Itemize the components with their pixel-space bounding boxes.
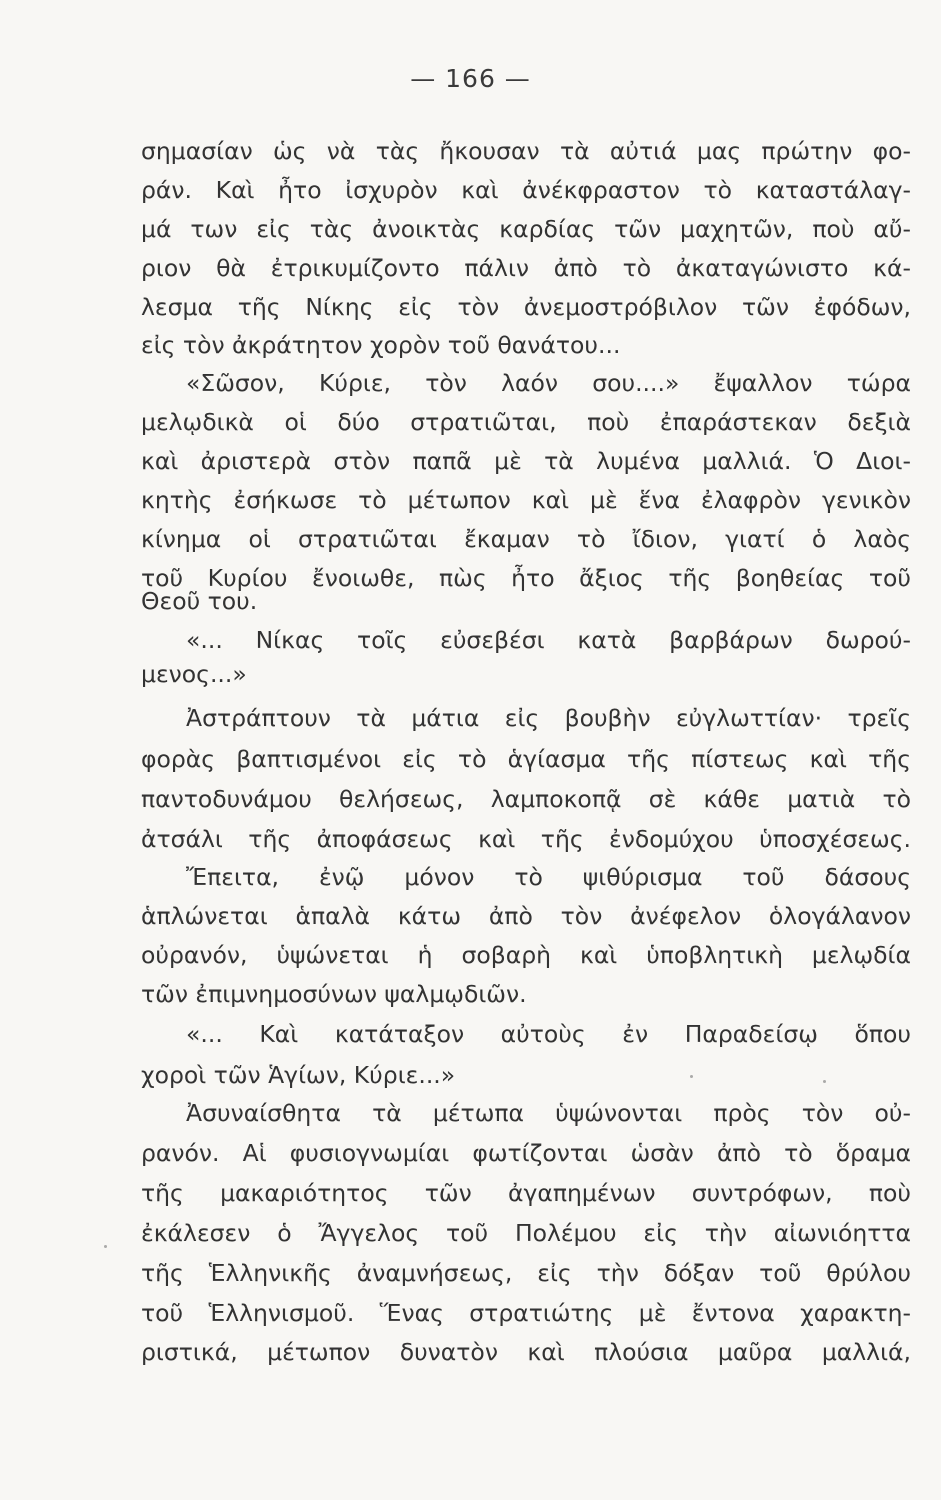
- text-line: ράν. Καὶ ἦτο ἰσχυρὸν καὶ ἀνέκφραστον τὸ καταστάλαγ-: [141, 176, 911, 204]
- text-line: λεσμα τῆς Νίκης εἰς τὸν ἀνεμοστρόβιλον τῶν ἐφόδων,: [141, 293, 911, 321]
- text-line: τῆς μακαριότητος τῶν ἀγαπημένων συντρόφων, ποὺ: [141, 1179, 911, 1207]
- paper-speck: [823, 1080, 826, 1083]
- text-line: μενος...»: [141, 660, 247, 688]
- text-line: σημασίαν ὡς νὰ τὰς ἤκουσαν τὰ αὐτιά μας πρώτην φο-: [141, 137, 911, 165]
- text-line: καὶ ἀριστερὰ στὸν παπᾶ μὲ τὰ λυμένα μαλλιά. Ὁ Διοι-: [141, 447, 911, 475]
- text-line: τῶν ἐπιμνημοσύνων ψαλμῳδιῶν.: [141, 980, 527, 1008]
- text-line: κίνημα οἱ στρατιῶται ἔκαμαν τὸ ἴδιον, γιατί ὁ λαὸς: [141, 525, 911, 553]
- text-line: «... Νίκας τοῖς εὐσεβέσι κατὰ βαρβάρων δωρού-: [186, 626, 911, 654]
- text-line: Ἀστράπτουν τὰ μάτια εἰς βουβὴν εὐγλωττίαν· τρεῖς: [186, 704, 911, 732]
- text-line: φορὰς βαπτισμένοι εἰς τὸ ἁγίασμα τῆς πίστεως καὶ τῆς: [141, 745, 911, 773]
- text-line: ἀτσάλι τῆς ἀποφάσεως καὶ τῆς ἐνδομύχου ὑποσχέσεως.: [141, 825, 911, 853]
- paper-speck: [104, 1245, 107, 1248]
- text-line: Θεοῦ του.: [141, 587, 258, 615]
- text-line: ἁπλώνεται ἁπαλὰ κάτω ἀπὸ τὸν ἀνέφελον ὁλογάλανον: [141, 902, 911, 930]
- text-line: Ἔπειτα, ἐνῷ μόνον τὸ ψιθύρισμα τοῦ δάσους: [186, 863, 911, 891]
- text-line: τοῦ Κυρίου ἔνοιωθε, πὼς ἦτο ἄξιος τῆς βοηθείας τοῦ: [141, 564, 911, 592]
- text-line: ἐκάλεσεν ὁ Ἄγγελος τοῦ Πολέμου εἰς τὴν αἰωνιόηττα: [141, 1219, 911, 1247]
- text-line: κητὴς ἐσήκωσε τὸ μέτωπον καὶ μὲ ἕνα ἐλαφρὸν γενικὸν: [141, 486, 911, 514]
- text-line: «Σῶσον, Κύριε, τὸν λαόν σου....» ἔψαλλον τώρα: [186, 369, 911, 397]
- text-line: μά των εἰς τὰς ἀνοικτὰς καρδίας τῶν μαχητῶν, ποὺ αὔ-: [141, 215, 911, 243]
- text-line: «... Καὶ κατάταξον αὐτοὺς ἐν Παραδείσῳ ὅπου: [186, 1020, 911, 1048]
- text-line: μελῳδικὰ οἱ δύο στρατιῶται, ποὺ ἐπαράστεκαν δεξιὰ: [141, 408, 911, 436]
- text-line: ρανόν. Αἱ φυσιογνωμίαι φωτίζονται ὡσὰν ἀπὸ τὸ ὅραμα: [141, 1139, 911, 1167]
- text-line: εἰς τὸν ἀκράτητον χορὸν τοῦ θανάτου...: [141, 331, 621, 359]
- paper-speck: [690, 1075, 693, 1078]
- text-line: χοροὶ τῶν Ἁγίων, Κύριε...»: [141, 1061, 456, 1089]
- text-line: Ἀσυναίσθητα τὰ μέτωπα ὑψώνονται πρὸς τὸν οὐ-: [186, 1099, 911, 1127]
- page-number: — 166 —: [410, 64, 531, 93]
- text-line: οὐρανόν, ὑψώνεται ἡ σοβαρὴ καὶ ὑποβλητικὴ μελῳδία: [141, 941, 911, 969]
- text-line: τοῦ Ἑλληνισμοῦ. Ἕνας στρατιώτης μὲ ἔντονα χαρακτη-: [141, 1299, 911, 1327]
- text-line: παντοδυνάμου θελήσεως, λαμποκοπᾷ σὲ κάθε ματιὰ τὸ: [141, 785, 911, 813]
- text-line: τῆς Ἑλληνικῆς ἀναμνήσεως, εἰς τὴν δόξαν τοῦ θρύλου: [141, 1259, 911, 1287]
- text-line: ριον θὰ ἐτρικυμίζοντο πάλιν ἀπὸ τὸ ἀκαταγώνιστο κά-: [141, 254, 911, 282]
- text-line: ριστικά, μέτωπον δυνατὸν καὶ πλούσια μαῦρα μαλλιά,: [141, 1338, 911, 1366]
